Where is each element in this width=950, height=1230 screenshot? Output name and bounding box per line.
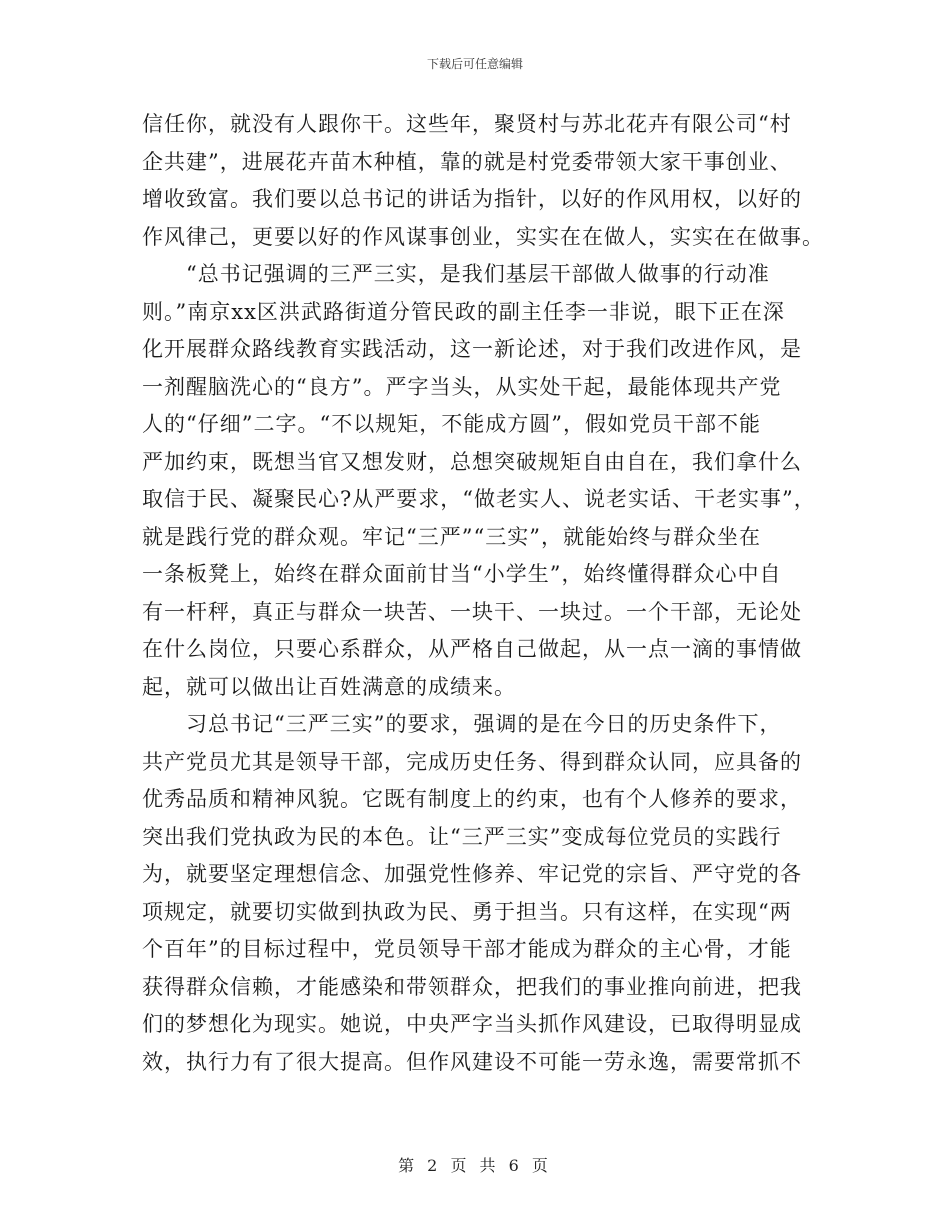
text-line: 获得群众信赖，才能感染和带领群众，把我们的事业推向前进，把我 <box>142 974 802 999</box>
text-line: 项规定，就要切实做到执政为民、勇于担当。只有这样，在实现“两 <box>142 899 792 924</box>
document-body <box>142 106 824 1081</box>
text-line: 企共建”，进展花卉苗木种植，靠的就是村党委带领大家干事创业、 <box>142 149 792 174</box>
text-line: “总书记强调的三严三实，是我们基层干部做人做事的行动准 <box>186 262 770 286</box>
paragraph <box>142 106 824 256</box>
paragraph <box>142 256 818 706</box>
text-line: 有一杆秤，真正与群众一块苦、一块干、一块过。一个干部，无论处 <box>142 599 802 624</box>
text-line: 为，就要坚定理想信念、加强党性修养、牢记党的宗旨、严守党的各 <box>142 862 802 886</box>
text-line: 共产党员尤其是领导干部，完成历史任务、得到群众认同，应具备的 <box>142 749 802 774</box>
text-line: 起，就可以做出让百姓满意的成绩来。 <box>142 674 516 699</box>
text-line: 人的“仔细”二字。“不以规矩，不能成方圆”，假如党员干部不能 <box>142 412 761 436</box>
text-line: 一条板凳上，始终在群众面前甘当“小学生”，始终懂得群众心中自 <box>142 562 782 586</box>
page-header: 下载后可任意编辑 <box>426 57 523 71</box>
text-line: 们的梦想化为现实。她说，中央严字当头抓作风建设，已取得明显成 <box>142 1012 802 1036</box>
text-line: 效，执行力有了很大提高。但作风建设不可能一劳永逸，需要常抓不 <box>142 1049 802 1074</box>
text-line: 在什么岗位，只要心系群众，从严格自己做起，从一点一滴的事情做 <box>142 637 802 661</box>
text-line: 增收致富。我们要以总书记的讲话为指针，以好的作风用权，以好的 <box>142 187 802 211</box>
text-line: 个百年”的目标过程中，党员领导干部才能成为群众的主心骨，才能 <box>142 937 792 961</box>
text-line: 习总书记“三严三实”的要求，强调的是在今日的历史条件下， <box>186 712 782 736</box>
text-line: 突出我们党执政为民的本色。让“三严三实”变成每位党员的实践行 <box>142 824 782 849</box>
paragraph <box>142 706 818 1081</box>
page-footer: 第 2 页 共 6 页 <box>398 1156 552 1175</box>
text-line: 化开展群众路线教育实践活动，这一新论述，对于我们改进作风，是 <box>142 337 802 361</box>
text-line: 就是践行党的群众观。牢记“三严”“三实”，就能始终与群众坐在 <box>142 524 761 549</box>
text-line: 严加约束，既想当官又想发财，总想突破规矩自由自在，我们拿什么 <box>142 449 802 474</box>
text-line: 作风律己，更要以好的作风谋事创业，实实在在做人，实实在在做事。 <box>142 224 824 249</box>
text-line: 优秀品质和精神风貌。它既有制度上的约束，也有个人修养的要求， <box>142 787 802 811</box>
text-line: 则。”南京xx区洪武路街道分管民政的副主任李一非说，眼下正在深 <box>142 299 785 324</box>
text-line: 取信于民、凝聚民心?从严要求，“做老实人、说老实话、干老实事”， <box>142 487 816 511</box>
text-line: 信任你，就没有人跟你干。这些年，聚贤村与苏北花卉有限公司“村 <box>142 112 792 136</box>
text-line: 一剂醒脑洗心的“良方”。严字当头，从实处干起，最能体现共产党 <box>142 374 782 399</box>
